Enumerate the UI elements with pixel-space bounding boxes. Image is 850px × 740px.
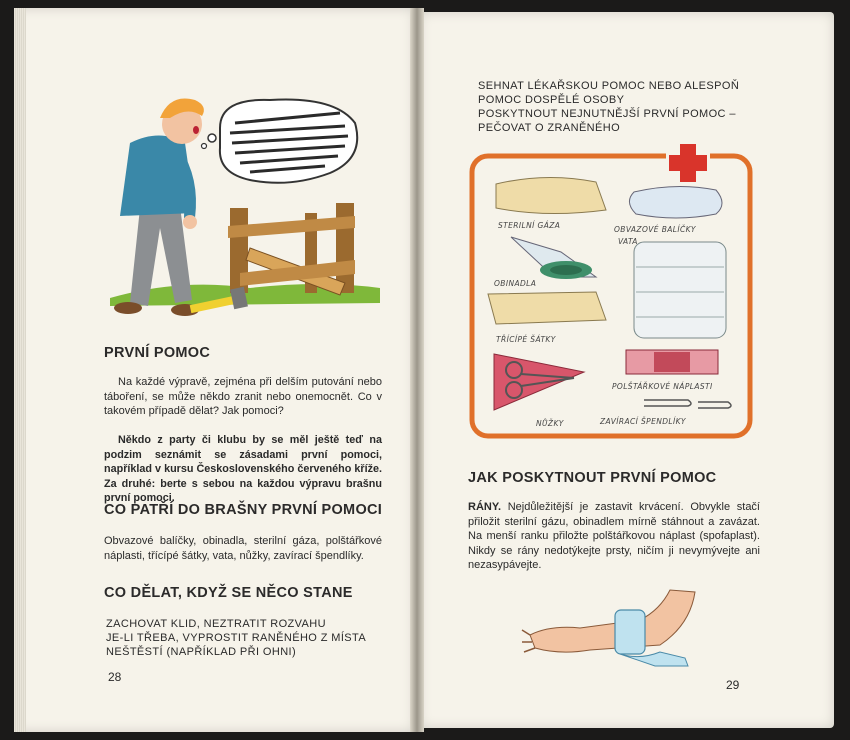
kit-label-gauze: STERILNÍ GÁZA xyxy=(498,221,561,230)
list-item: ZACHOVAT KLID, NEZTRATIT ROZVAHU xyxy=(106,618,326,630)
kit-label-dressing: OBVAZOVÉ BALÍČKY xyxy=(614,225,696,234)
page-edges xyxy=(14,8,26,732)
kit-label-cotton: VATA xyxy=(618,237,638,246)
list-item: PEČOVAT O ZRANĚNÉHO xyxy=(478,122,621,134)
list-item: SEHNAT LÉKAŘSKOU POMOC NEBO ALESPOŇ xyxy=(478,80,740,92)
boy-fence-illustration xyxy=(100,88,390,328)
kit-label-scarves: TŘÍCÍPÉ ŠÁTKY xyxy=(496,335,556,344)
first-aid-kit-illustration xyxy=(466,142,758,442)
list-item: POSKYTNOUT NEJNUTNĚJŠÍ PRVNÍ POMOC – xyxy=(478,108,736,120)
wounds-lead: RÁNY. xyxy=(468,501,502,513)
section-title-kit-contents: CO PATŘÍ DO BRAŠNY PRVNÍ POMOCI xyxy=(104,502,383,518)
bandaged-arm-illustration xyxy=(520,580,710,670)
list-item: JE-LI TŘEBA, VYPROSTIT RANĚNÉHO Z MÍSTA xyxy=(106,632,367,644)
paragraph-wounds xyxy=(468,500,760,573)
paragraph-first-aid-advice: Někdo z party či klubu by se měl ještě teď na podzim seznámit se zásadami první pomoci, například v kursu Československého červeného kříže. Za druhé: berte s sebou na každou výpravu brašnu první pomoci. xyxy=(104,434,382,504)
kit-label-scissors: NŮŽKY xyxy=(536,419,564,428)
page-number-right: 29 xyxy=(726,678,740,692)
section-title-how-to-help: JAK POSKYTNOUT PRVNÍ POMOC xyxy=(468,470,717,486)
kit-label-bandage: OBINADLA xyxy=(494,279,537,288)
kit-label-plasters: POLŠTÁŘKOVÉ NÁPLASTI xyxy=(612,382,713,391)
wounds-text: Nejdůležitější je zastavit krvácení. Obvykle stačí přiložit sterilní gázu, obinadlem mírně stáhnout a zavázat. Na menší ranku přiložte polštářkovou náplast (spofaplast). Nikdy se rány nedotýkejte prsty, ničím ji nevymývejte ani nezasypávejte. xyxy=(468,501,760,571)
section-title-what-to-do: CO DĚLAT, KDYŽ SE NĚCO STANE xyxy=(104,585,353,601)
list-item: POMOC DOSPĚLÉ OSOBY xyxy=(478,94,625,106)
list-item: NEŠTĚSTÍ (NAPŘÍKLAD PŘI OHNI) xyxy=(106,646,297,658)
paragraph-first-aid-intro: Na každé výpravě, zejména při delším putování nebo táboření, se může někdo zranit nebo onemocnět. Co v takovém případě dělat? Jak pomoci? xyxy=(104,376,382,417)
section-title-first-aid: PRVNÍ POMOC xyxy=(104,345,211,361)
book-gutter xyxy=(410,8,424,732)
kit-label-pins: ZAVÍRACÍ ŠPENDLÍKY xyxy=(600,417,686,426)
page-number-left: 28 xyxy=(108,670,122,684)
paragraph-kit-contents: Obvazové balíčky, obinadla, sterilní gáza, polštářkové náplasti, třícípé šátky, vata, nůžky, zavírací špendlíky. xyxy=(104,535,382,562)
